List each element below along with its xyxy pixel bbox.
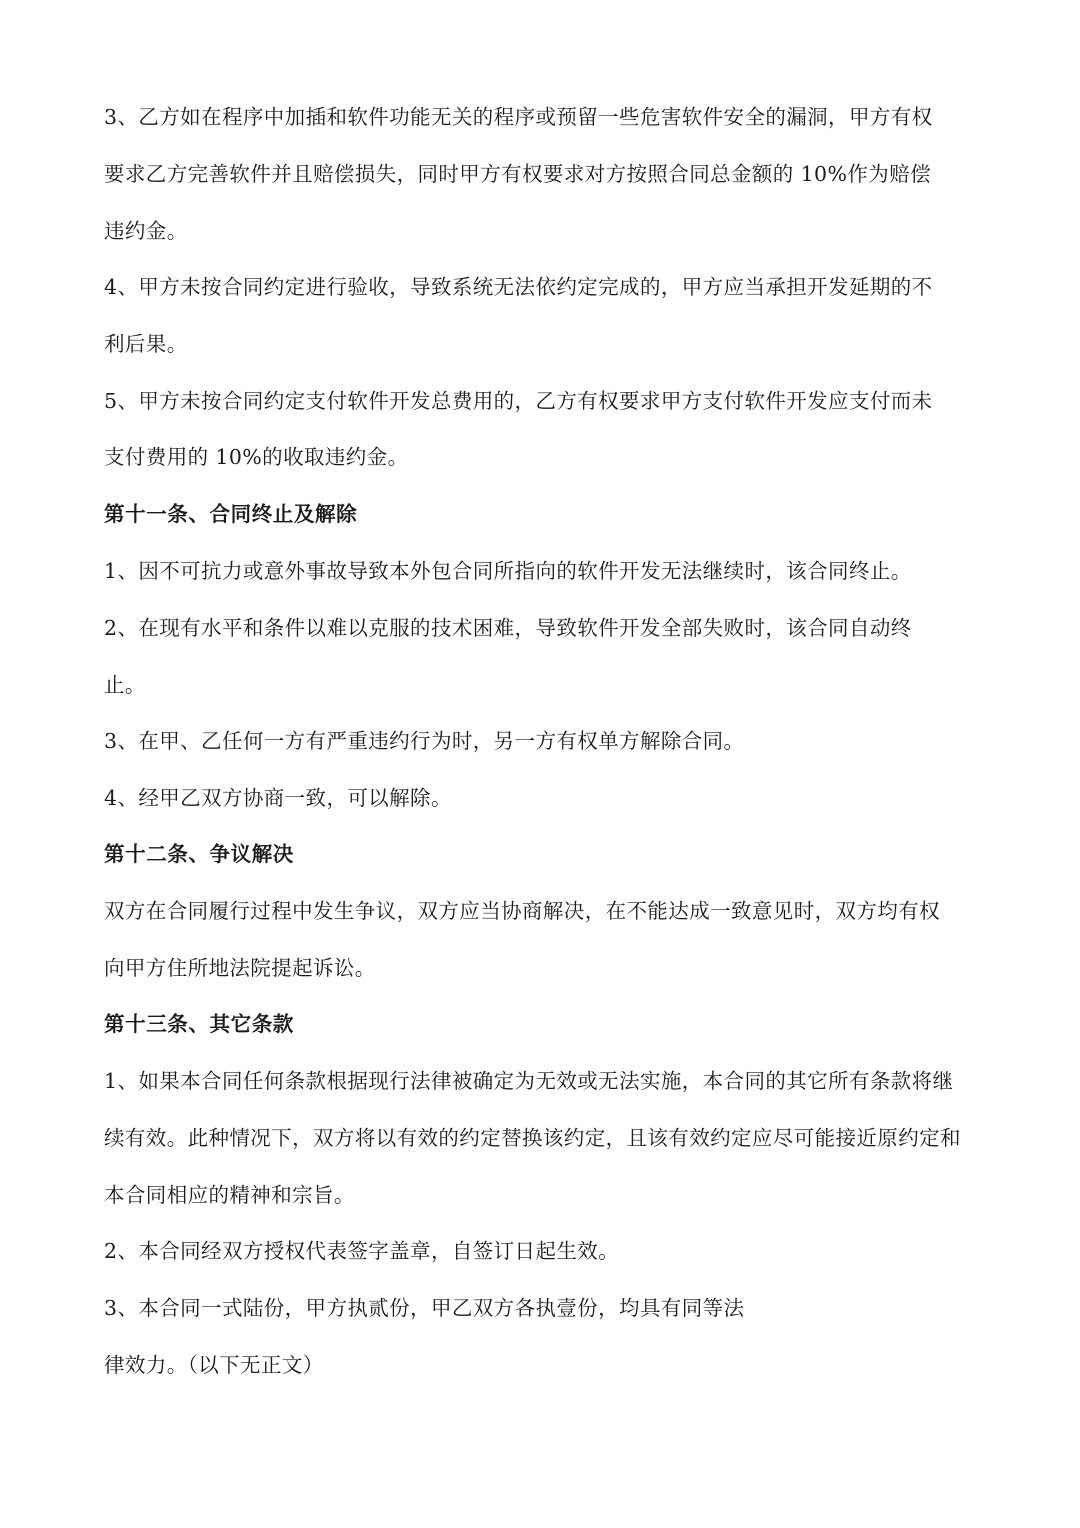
clause-11-item-4: 4、经甲乙双方协商一致，可以解除。 [104, 786, 452, 810]
section-heading-12: 第十二条、争议解决 [104, 842, 294, 866]
section-heading-11: 第十一条、合同终止及解除 [104, 502, 358, 526]
clause-10-item-5-line-2: 支付费用的 10%的收取违约金。 [104, 445, 409, 469]
clause-10-item-4-line-2: 利后果。 [104, 332, 188, 356]
clause-10-item-5-line-1: 5、甲方未按合同约定支付软件开发总费用的，乙方有权要求甲方支付软件开发应支付而未 [104, 389, 933, 413]
clause-13-item-1-line-3: 本合同相应的精神和宗旨。 [104, 1183, 355, 1207]
clause-13-item-3-line-1: 3、本合同一式陆份，甲方执贰份，甲乙双方各执壹份，均具有同等法 [104, 1296, 745, 1320]
clause-10-item-3-line-1: 3、乙方如在程序中加插和软件功能无关的程序或预留一些危害软件安全的漏洞，甲方有权 [104, 105, 933, 129]
clause-12-line-1: 双方在合同履行过程中发生争议，双方应当协商解决，在不能达成一致意见时，双方均有权 [104, 899, 940, 923]
clause-11-item-1: 1、因不可抗力或意外事故导致本外包合同所指向的软件开发无法继续时，该合同终止。 [104, 559, 912, 583]
clause-11-item-3: 3、在甲、乙任何一方有严重违约行为时，另一方有权单方解除合同。 [104, 729, 745, 753]
clause-10-item-3-line-3: 违约金。 [104, 219, 188, 243]
clause-13-item-3-line-2: 律效力。（以下无正文） [104, 1353, 324, 1377]
clause-10-item-3-line-2: 要求乙方完善软件并且赔偿损失，同时甲方有权要求对方按照合同总金额的 10%作为赔偿 [104, 162, 931, 186]
clause-12-line-2: 向甲方住所地法院提起诉讼。 [104, 956, 376, 980]
clause-13-item-1-line-1: 1、如果本合同任何条款根据现行法律被确定为无效或无法实施，本合同的其它所有条款将继 [104, 1069, 954, 1093]
clause-11-item-2-line-1: 2、在现有水平和条件以难以克服的技术困难，导致软件开发全部失败时，该合同自动终 [104, 616, 912, 640]
section-heading-13: 第十三条、其它条款 [104, 1012, 294, 1036]
clause-10-item-4-line-1: 4、甲方未按合同约定进行验收，导致系统无法依约定完成的，甲方应当承担开发延期的不 [104, 275, 933, 299]
clause-13-item-2: 2、本合同经双方授权代表签字盖章，自签订日起生效。 [104, 1239, 620, 1263]
clause-13-item-1-line-2: 续有效。此种情况下，双方将以有效的约定替换该约定，且该有效约定应尽可能接近原约定和 [104, 1126, 961, 1150]
clause-11-item-2-line-2: 止。 [104, 673, 146, 697]
